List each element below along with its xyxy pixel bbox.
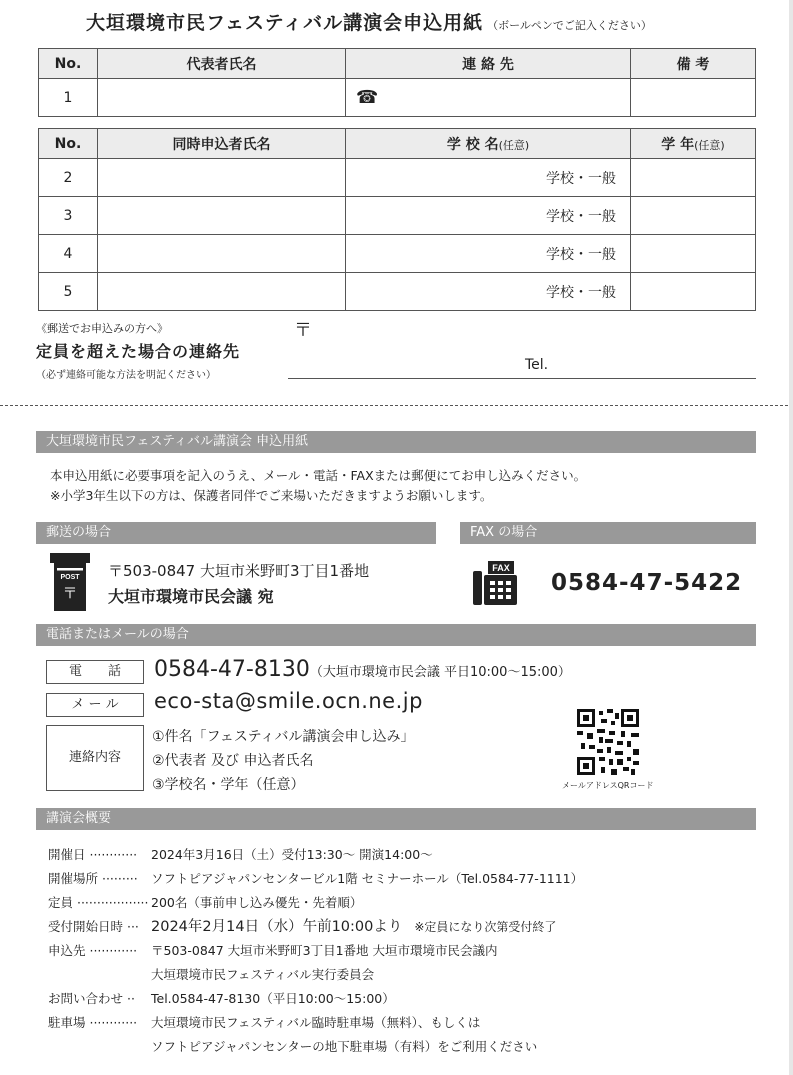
- phone-icon: ☎: [356, 87, 379, 108]
- overview-apply-row-cont: 大垣環境市民フェスティバル実行委員会: [151, 967, 375, 982]
- content-item: ③学校名・学年（任意）: [152, 777, 305, 793]
- overview-apply-row: 申込先 ············ 〒503-0847 大垣市米野町3丁目1番地 大垣市環境市民会議内: [48, 943, 498, 958]
- row-no: 4: [39, 235, 98, 273]
- school-field[interactable]: 学校・一般: [346, 273, 631, 311]
- fax-number: 0584-47-5422: [551, 570, 743, 596]
- grade-field[interactable]: [631, 273, 756, 311]
- th-grade: 学 年(任意): [631, 129, 756, 159]
- contact-field[interactable]: [346, 79, 631, 117]
- content-item: ①件名「フェスティバル講演会申し込み」: [152, 729, 415, 745]
- th-no: No.: [39, 49, 98, 79]
- row-no: 5: [39, 273, 98, 311]
- overview-capacity-row: 定員 ·················· 200名（事前申し込み優先・先着順）: [48, 895, 363, 910]
- info-banner: 大垣環境市民フェスティバル講演会 申込用紙: [36, 431, 756, 453]
- th-no: No.: [39, 129, 98, 159]
- tel-label: Tel.: [525, 357, 549, 373]
- qr-code[interactable]: [577, 709, 639, 775]
- mail-address: 〒503-0847 大垣市米野町3丁目1番地 大垣市環境市民会議 宛: [108, 562, 370, 606]
- overflow-contact-note: [36, 320, 240, 381]
- overflow-contact-instruction: （必ず連絡可能な方法を明記ください）: [36, 370, 216, 381]
- title-note: （ボールペンでご記入ください）: [487, 19, 652, 32]
- overview-date-row: 開催日 ············ 2024年3月16日（土）受付13:30〜 開演14:00〜: [48, 847, 433, 862]
- phone-hours: （大垣市環境市民会議 平日10:00〜15:00）: [309, 665, 571, 680]
- intro-text: 本申込用紙に必要事項を記入のうえ、メール・電話・FAXまたは郵便にてお申し込みください。 ※小学3年生以下の方は、保護者同伴でご来場いただきますようお願いします。: [50, 468, 587, 503]
- school-field[interactable]: 学校・一般: [346, 197, 631, 235]
- overview-parking-row-cont: ソフトピアジャパンセンターの地下駐車場（有料）をご利用ください: [151, 1039, 538, 1054]
- overview-header: 講演会概要: [36, 808, 756, 830]
- scan-edge: [789, 0, 793, 1075]
- cut-line: [0, 405, 793, 406]
- svg-text:POST: POST: [60, 574, 80, 581]
- fax-header: FAX の場合: [460, 522, 756, 544]
- co-applicant-name-field[interactable]: [98, 235, 346, 273]
- phone-info: [154, 657, 571, 682]
- th-representative-name: 代表者氏名: [98, 49, 346, 79]
- overview-reception-row: 受付開始日時 ··· 2024年2月14日（水）午前10:00より ※定員になり次第受付終了: [48, 919, 557, 935]
- postal-mark: 〒: [294, 320, 312, 341]
- overview-inquiry-row: お問い合わせ ·· Tel.0584-47-8130（平日10:00〜15:00）: [48, 991, 395, 1006]
- mail-header: 郵送の場合: [36, 522, 436, 544]
- svg-text:FAX: FAX: [492, 563, 510, 573]
- school-field[interactable]: 学校・一般: [346, 235, 631, 273]
- grade-field[interactable]: [631, 235, 756, 273]
- qr-caption: メールアドレスQRコード: [562, 781, 654, 790]
- overview-parking-row: 駐車場 ············ 大垣環境市民フェスティバル臨時駐車場（無料）、もしくは: [48, 1015, 481, 1030]
- remarks-field[interactable]: [631, 79, 756, 117]
- grade-field[interactable]: [631, 197, 756, 235]
- overflow-contact-heading: 定員を超えた場合の連絡先: [36, 342, 241, 361]
- row-no: 1: [39, 79, 98, 117]
- overview-venue-row: 開催場所 ········· ソフトピアジャパンセンタービル1階 セミナーホール（Tel.0584-77-1111）: [48, 871, 584, 886]
- th-co-applicant-name: 同時申込者氏名: [98, 129, 346, 159]
- th-contact: 連 絡 先: [346, 49, 631, 79]
- email-label: メ ー ル: [46, 693, 144, 717]
- overview-list: [48, 843, 583, 1059]
- th-remarks: 備 考: [631, 49, 756, 79]
- content-label: 連絡内容: [46, 725, 144, 791]
- mailbox-icon: [50, 553, 90, 611]
- representative-table: [38, 48, 756, 117]
- co-applicant-name-field[interactable]: [98, 273, 346, 311]
- co-applicant-table: [38, 128, 756, 311]
- grade-field[interactable]: [631, 159, 756, 197]
- row-no: 2: [39, 159, 98, 197]
- representative-name-field[interactable]: [98, 79, 346, 117]
- fax-icon: [473, 561, 517, 605]
- phone-mail-header: 電話またはメールの場合: [36, 624, 756, 646]
- phone-label: 電 話: [46, 660, 144, 684]
- svg-text:〒: 〒: [62, 584, 78, 602]
- school-field[interactable]: 学校・一般: [346, 159, 631, 197]
- content-items: [152, 725, 414, 797]
- co-applicant-name-field[interactable]: [98, 197, 346, 235]
- overflow-contact-field[interactable]: [288, 378, 756, 379]
- content-item: ②代表者 及び 申込者氏名: [152, 753, 314, 769]
- form-title: 大垣環境市民フェスティバル講演会申込用紙 （ボールペンでご記入ください）: [86, 12, 652, 34]
- email-address[interactable]: eco-sta@smile.ocn.ne.jp: [154, 689, 423, 713]
- mail-applicants-note: 《郵送でお申込みの方へ》: [36, 322, 168, 335]
- th-school: 学 校 名(任意): [346, 129, 631, 159]
- row-no: 3: [39, 197, 98, 235]
- phone-number[interactable]: 0584-47-8130: [154, 657, 310, 682]
- co-applicant-name-field[interactable]: [98, 159, 346, 197]
